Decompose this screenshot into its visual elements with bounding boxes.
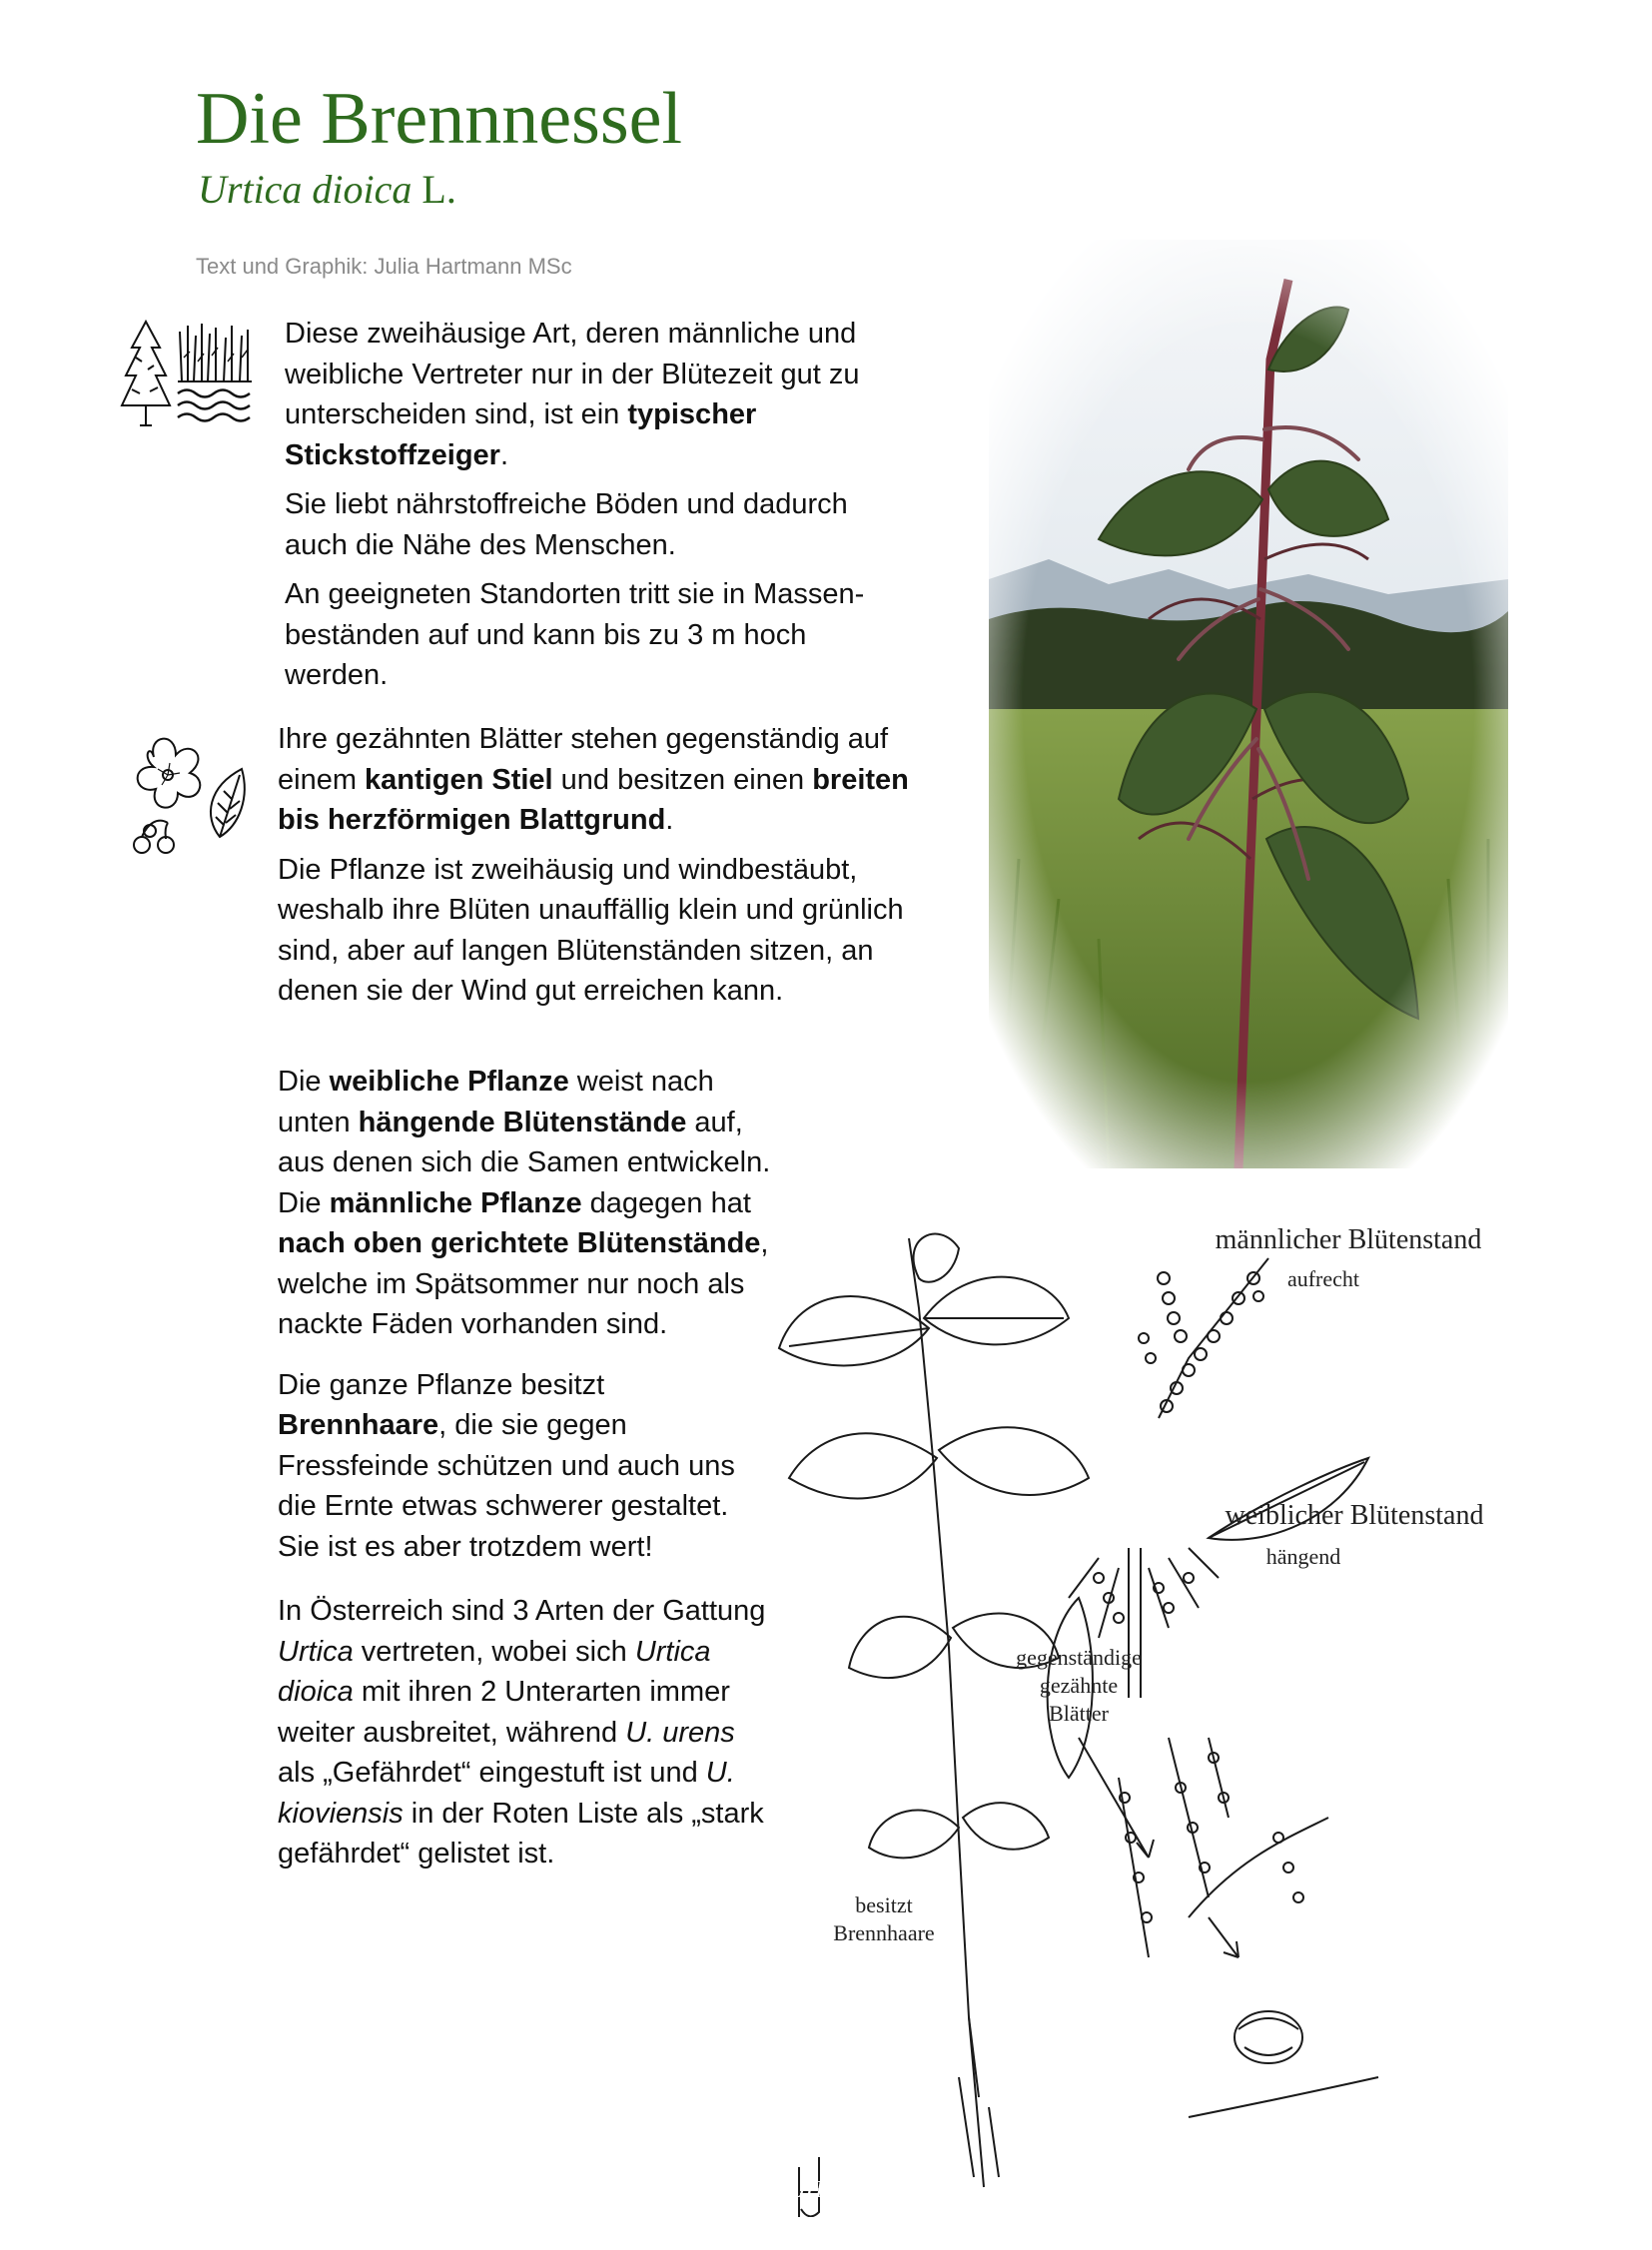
species-name: Urtica dioica bbox=[198, 167, 413, 212]
nettle-photo bbox=[989, 240, 1508, 1168]
paragraph: Sie liebt nährstoffreiche Böden und dadurch auch die Nähe des Menschen. bbox=[285, 488, 848, 561]
paragraph: Die ganze Pflanze besitzt Brennhaare, die sie gegen Fressfeinde schützen und auch uns die Ernte etwas schwerer gestaltet. Sie ist es aber trotzdem wert! bbox=[278, 1368, 735, 1563]
label-male-inflorescence: männlicher Blütenstand bbox=[1215, 1224, 1482, 1255]
leaf-shape bbox=[924, 1277, 1069, 1345]
reed-icon bbox=[178, 324, 252, 381]
species-author: L. bbox=[421, 167, 456, 212]
paragraph: Diese zweihäusige Art, deren männliche und weibliche Vertreter nur in der Blütezeit gut zu unterscheiden sind, ist ein typischer Stickstoffzeiger. bbox=[285, 318, 860, 471]
habitat-icon-group bbox=[118, 318, 258, 429]
paragraph: Die Pflanze ist zweihäusig und windbestäubt, weshalb ihre Blüten unauffällig klein und grünlich sind, aber auf langen Blütenständen sitzen, an denen sie der Wind gut erreichen kann. bbox=[278, 853, 904, 1007]
species-subtitle bbox=[198, 167, 456, 212]
botanical-drawing bbox=[769, 1218, 1568, 2217]
tree-icon bbox=[122, 322, 170, 425]
signature: JH bbox=[795, 2177, 823, 2203]
section-ecology-text bbox=[285, 314, 909, 705]
leaf-shape bbox=[939, 1427, 1089, 1495]
nettle-photo-illustration bbox=[989, 240, 1508, 1168]
flower-icon bbox=[138, 739, 201, 808]
leaf-icon bbox=[211, 769, 245, 837]
paragraph: Die weibliche Pflanze weist nach unten hängende Blütenstände auf, aus denen sich die Samen entwickeln. Die männliche Pflanze dagegen hat nach oben gerichtete Blütenstände, welche im Spätsommer nur noch als nackte Fäden vorhanden sind. bbox=[278, 1066, 771, 1340]
section-flowers-text bbox=[278, 1062, 772, 1883]
leaf-shape bbox=[963, 1803, 1049, 1850]
water-waves-icon bbox=[178, 390, 250, 421]
label-male-upright: aufrecht bbox=[1286, 1266, 1360, 1291]
section-morphology-text bbox=[278, 719, 917, 1021]
author-credit: Text und Graphik: Julia Hartmann MSc bbox=[196, 254, 572, 279]
paragraph: In Österreich sind 3 Arten der Gattung Urtica vertreten, wobei sich Urtica dioica mit ihren 2 Unterarten immer weiter ausbreitet, während U. urens als „Gefährdet“ eingestuft ist und U. kioviensis in der Roten Liste als „stark gefährdet“ gelistet ist. bbox=[278, 1595, 766, 1870]
label-female-hanging: hängend bbox=[1265, 1544, 1341, 1569]
page-title: Die Brennnessel bbox=[196, 78, 683, 160]
label-female-inflorescence: weiblicher Blütenstand bbox=[1225, 1500, 1484, 1531]
label-stinging-hairs: besitzt Brennhaare bbox=[833, 1892, 935, 1945]
paragraph: An geeigneten Standorten tritt sie in Massen-beständen auf und kann bis zu 3 m hoch werden. bbox=[285, 578, 865, 691]
label-leaves: gegenständige gezähnte Blätter bbox=[1016, 1645, 1142, 1726]
morphology-icon-group bbox=[112, 727, 252, 859]
leaf-shape bbox=[869, 1811, 959, 1859]
leaf-shape bbox=[849, 1617, 951, 1678]
berries-icon bbox=[134, 821, 174, 853]
paragraph: Ihre gezähnten Blätter stehen gegenständig auf einem kantigen Stiel und besitzen einen breiten bis herzförmigen Blattgrund. bbox=[278, 723, 909, 836]
leaf-shape bbox=[789, 1433, 937, 1498]
leaf-shape bbox=[914, 1234, 959, 1282]
